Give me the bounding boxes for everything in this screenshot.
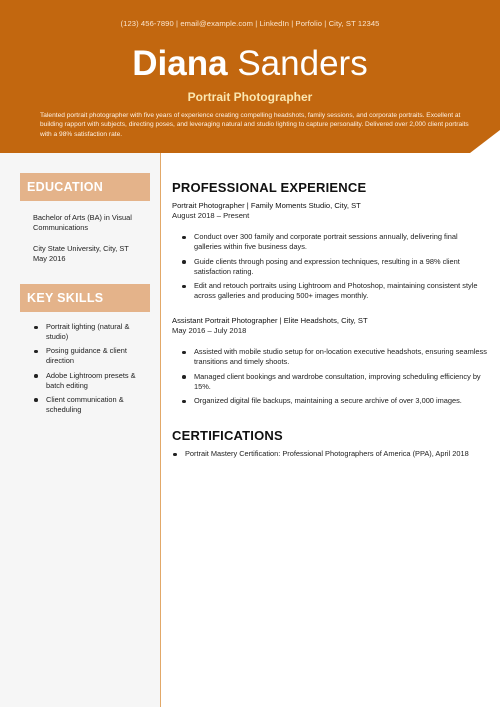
skill-item: Client communication & scheduling xyxy=(33,395,149,415)
certification-item: Portrait Mastery Certification: Professional Photographers of America (PPA), April 2018 xyxy=(172,449,487,459)
job-1-bullet: Guide clients through posing and expression techniques, resulting in a 98% client satisfaction rating. xyxy=(172,257,487,277)
job-2-bullet: Assisted with mobile studio setup for on-location executive headshots, ensuring seamless transitions and timely shoots. xyxy=(172,347,487,367)
skill-item: Adobe Lightroom presets & batch editing xyxy=(33,371,149,391)
job-1-dates: August 2018 – Present xyxy=(172,211,250,220)
last-name: Sanders xyxy=(237,44,368,83)
education-heading: EDUCATION xyxy=(20,173,150,201)
job-1 xyxy=(172,201,487,306)
experience-heading xyxy=(172,180,487,195)
experience-heading-text: PROFESSIONAL EXPERIENCE xyxy=(172,180,367,195)
job-1-company: Family Moments Studio, City, ST xyxy=(250,201,361,210)
job-1-bullets xyxy=(172,232,487,301)
education-school: City State University, City, ST xyxy=(33,244,129,253)
certifications-section xyxy=(172,428,487,464)
job-2-separator: | xyxy=(277,316,284,325)
certifications-heading: CERTIFICATIONS xyxy=(172,428,283,443)
skills-heading: KEY SKILLS xyxy=(20,284,150,312)
job-2-bullet: Managed client bookings and wardrobe consultation, improving scheduling efficiency by 15%. xyxy=(172,372,487,392)
job-1-bullet: Edit and retouch portraits using Lightroom and Photoshop, maintaining consistent style across galleries and producing 500+ images monthly. xyxy=(172,281,487,301)
job-1-separator: | xyxy=(244,201,251,210)
job-1-title-line xyxy=(172,201,487,211)
profile-summary: Talented portrait photographer with five years of experience creating compelling headshots, family sessions, and corporate portraits. Excellent at building rapport with subjects, directing poses, and leveraging natural and studio lighting to capture personality. Delivered over 2,000 client portraits with a 98% satisfaction rate. xyxy=(40,112,469,138)
skills-list xyxy=(33,322,149,419)
job-2-role: Assistant Portrait Photographer xyxy=(172,316,278,325)
candidate-name xyxy=(0,44,500,84)
job-2-bullet: Organized digital file backups, maintaining a secure archive of over 3,000 images. xyxy=(172,396,487,406)
job-2-title-line xyxy=(172,316,487,326)
job-1-role: Portrait Photographer xyxy=(172,201,245,210)
job-2-bullets xyxy=(172,347,487,406)
skill-item: Portrait lighting (natural & studio) xyxy=(33,322,149,342)
job-2-company: Elite Headshots, City, ST xyxy=(283,316,368,325)
contact-line: (123) 456-7890 | email@example.com | LinkedIn | Porfolio | City, ST 12345 xyxy=(120,19,380,28)
first-name: Diana xyxy=(132,44,228,83)
skill-item: Posing guidance & client direction xyxy=(33,346,149,366)
education-date: May 2016 xyxy=(33,254,66,263)
certifications-list xyxy=(172,449,487,459)
sidebar xyxy=(0,153,160,707)
job-title: Portrait Photographer xyxy=(187,90,313,104)
column-divider xyxy=(160,153,161,707)
education-degree: Bachelor of Arts (BA) in Visual Communications xyxy=(33,213,132,232)
job-2-dates: May 2016 – July 2018 xyxy=(172,326,247,335)
job-2 xyxy=(172,316,487,411)
job-1-bullet: Conduct over 300 family and corporate portrait sessions annually, delivering final galleries within five business days. xyxy=(172,232,487,252)
